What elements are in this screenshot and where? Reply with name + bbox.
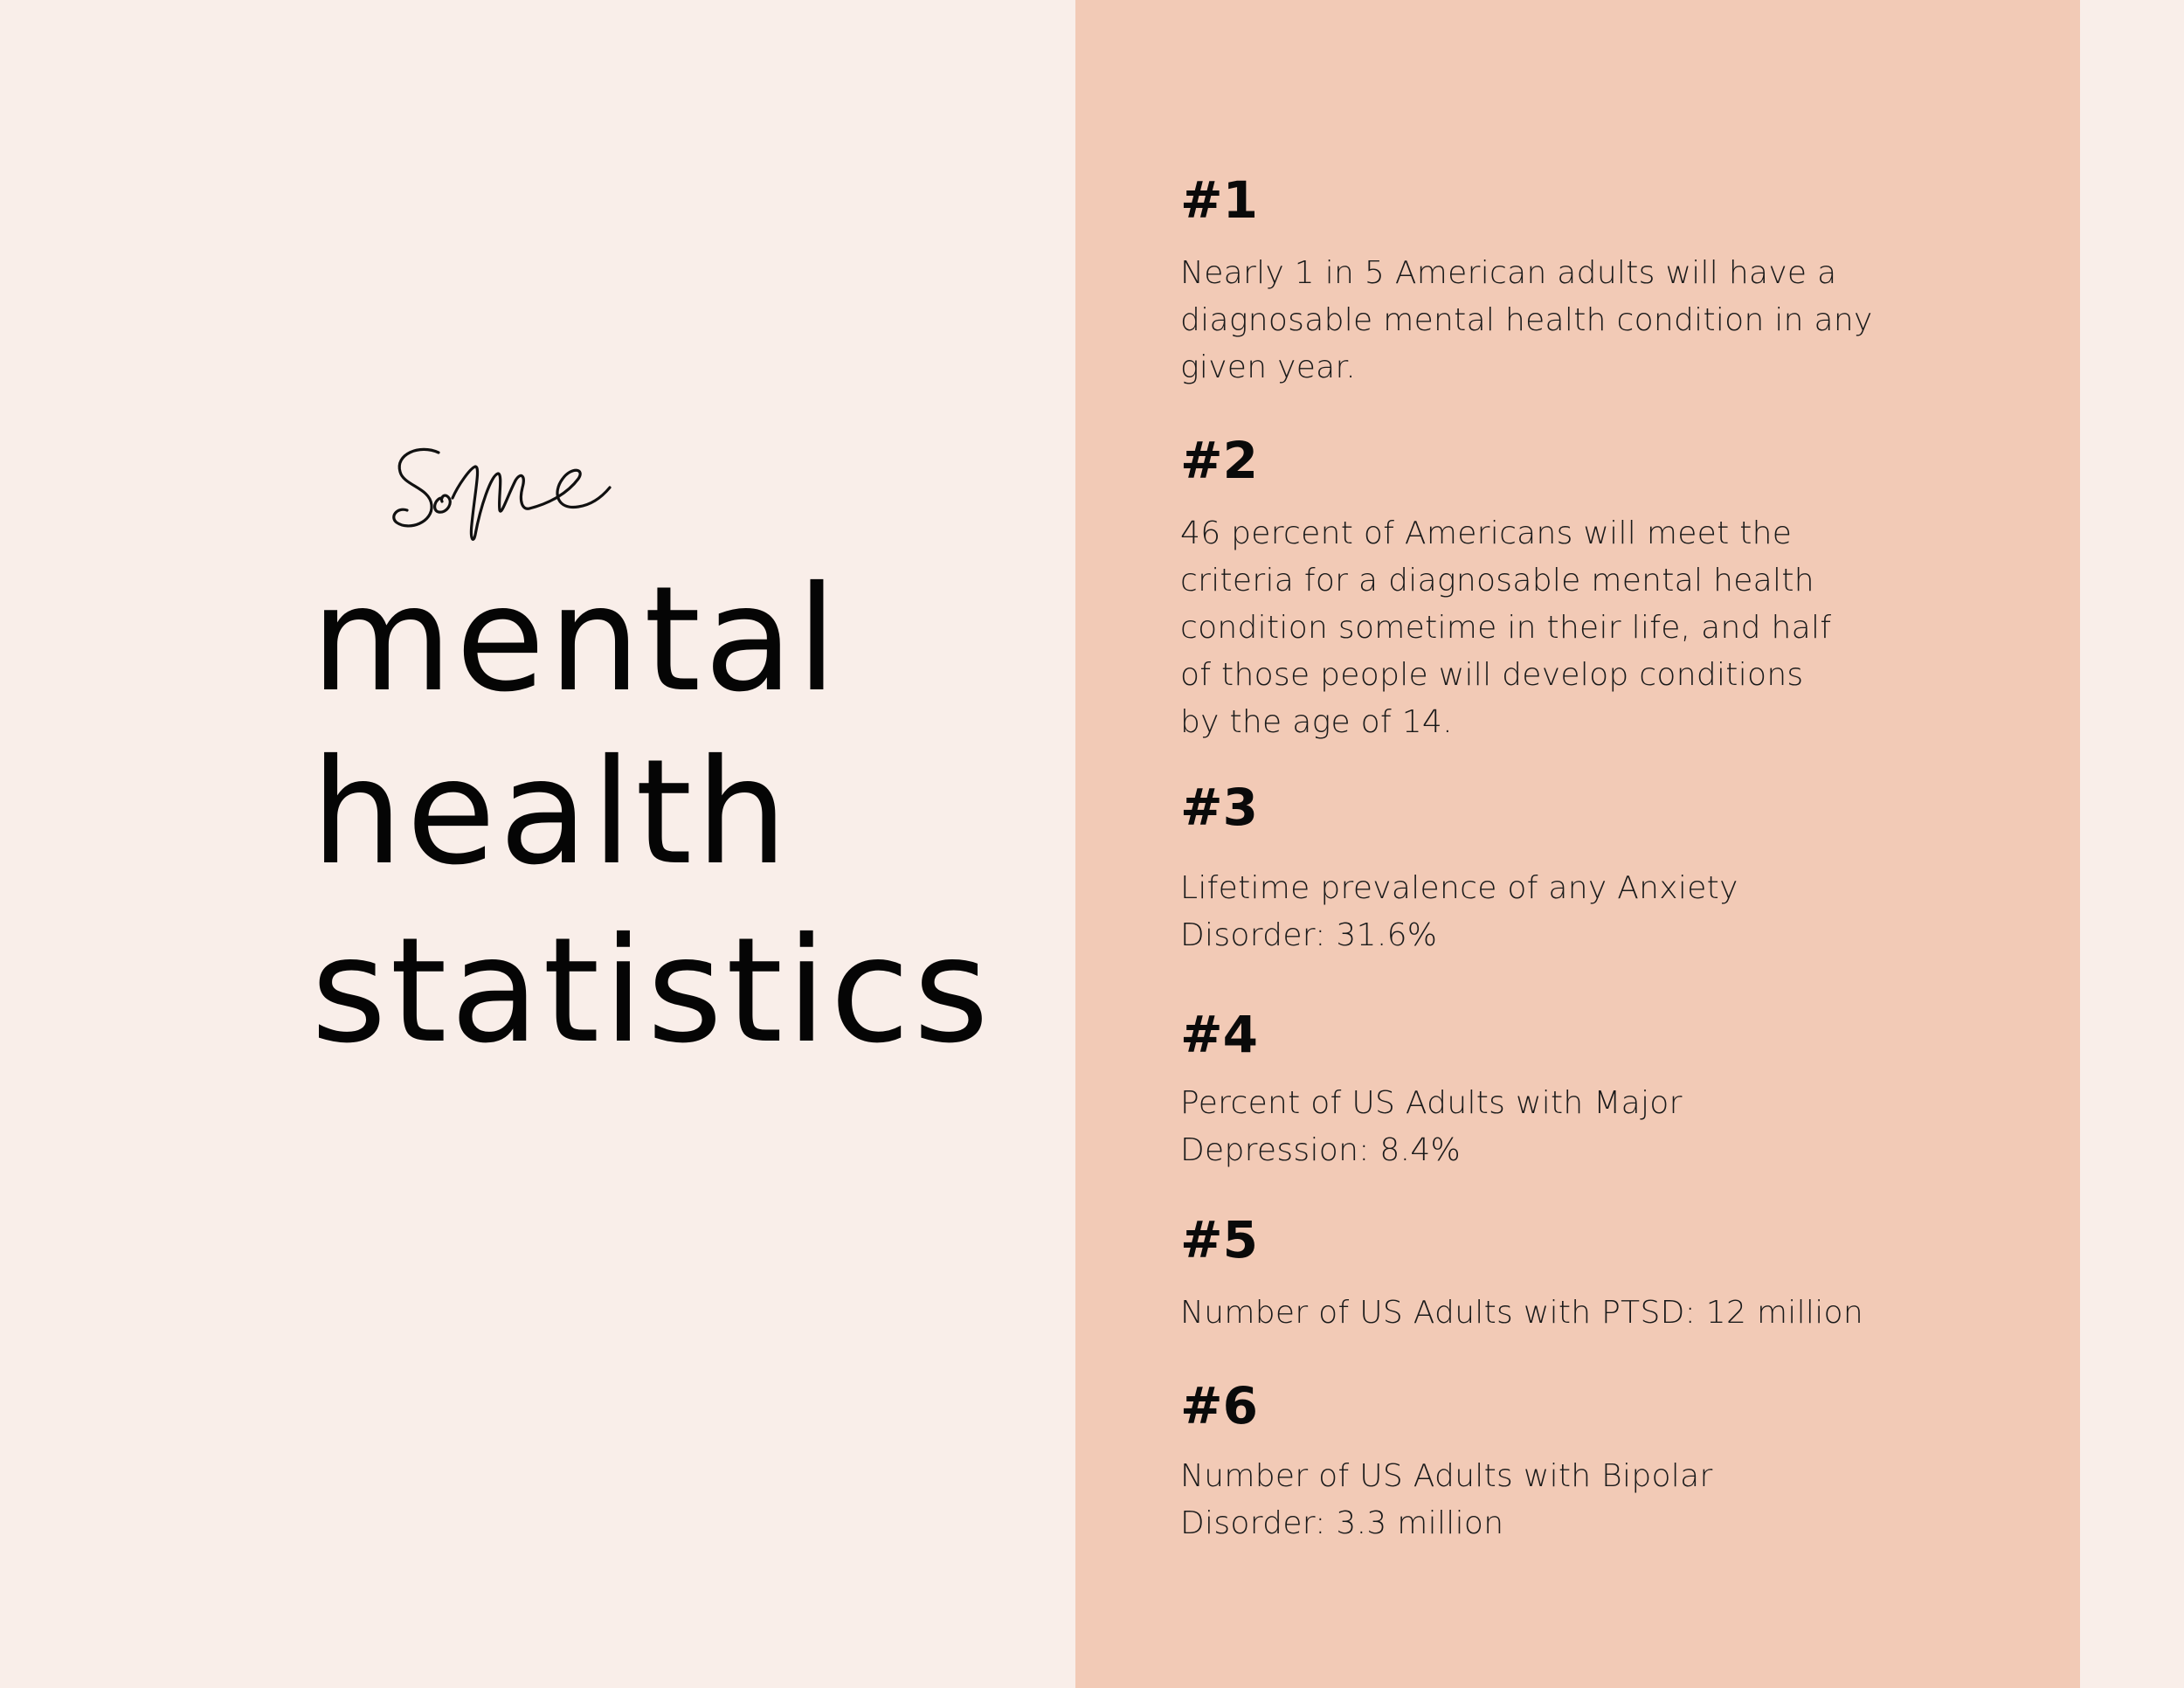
stat-3-number: #3 bbox=[1180, 778, 1258, 837]
stat-5-text: Number of US Adults with PTSD: 12 million bbox=[1180, 1295, 1863, 1331]
stat-2-text: 46 percent of Americans will meet the criteria for a diagnosable mental health condition sometime in their life, and half of those people will develop conditions by the age of 14. bbox=[1180, 515, 1832, 740]
stat-6-number: #6 bbox=[1180, 1376, 1258, 1435]
stat-1-number: #1 bbox=[1180, 170, 1258, 230]
stat-5-number: #5 bbox=[1180, 1210, 1258, 1269]
title-line-mental: mental bbox=[311, 556, 840, 724]
stat-3-text: Lifetime prevalence of any Anxiety Disorder: 31.6% bbox=[1180, 870, 1738, 953]
title-line-health: health bbox=[311, 729, 791, 897]
stat-6-text: Number of US Adults with Bipolar Disorder: 3.3 million bbox=[1180, 1458, 1713, 1541]
stat-1-text: Nearly 1 in 5 American adults will have a diagnosable mental health condition in any given year. bbox=[1180, 255, 1873, 385]
stat-2-number: #2 bbox=[1180, 431, 1258, 490]
title-line-statistics: statistics bbox=[311, 907, 992, 1076]
stat-4-text: Percent of US Adults with Major Depression: 8.4% bbox=[1180, 1085, 1683, 1168]
stat-4-number: #4 bbox=[1180, 1005, 1258, 1064]
right-margin-strip bbox=[2080, 0, 2184, 1688]
script-word-some bbox=[384, 437, 620, 559]
